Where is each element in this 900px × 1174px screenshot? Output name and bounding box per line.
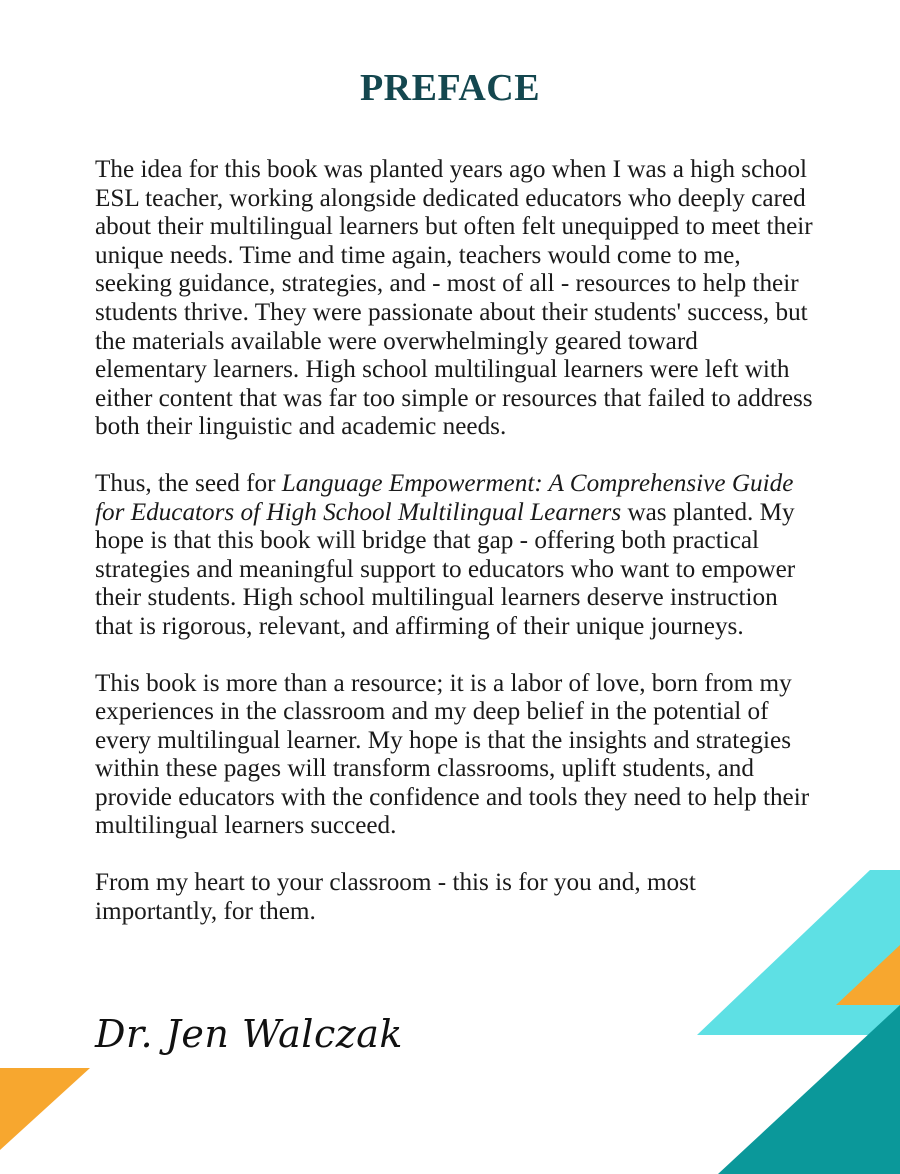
orange-triangle-left	[0, 1068, 90, 1150]
book-title: Language Empowerment: A Comprehensive Guide for Educators of High School Multilingual Learners	[95, 469, 794, 526]
paragraph-2-rest: was planted. My hope is that this book will bridge that gap - offering both practical strategies and meaningful support to educators who want to empower their students. High school multilingual learners deserve instruction that is rigorous, relevant, and affirming of their unique journeys.	[95, 498, 796, 640]
page-title: PREFACE	[359, 67, 541, 109]
paragraph-2-lead: Thus, the seed for	[95, 469, 282, 497]
paragraph-4: From my heart to your classroom - this is for you and, most importantly, for them.	[95, 869, 696, 925]
paragraph-3: This book is more than a resource; it is a labor of love, born from my experiences in the classroom and my deep belief in the potential of every multilingual learner. My hope is that the insights and strategies within these pages will transform classrooms, uplift students, and provide educators with the confidence and tools they need to help their multilingual learners succeed.	[95, 669, 810, 840]
cyan-triangle	[697, 870, 900, 1035]
paragraph-1: The idea for this book was planted years ago when I was a high school ESL teacher, working alongside dedicated educators who deeply cared about their multilingual learners but often felt unequipped to meet their unique needs. Time and time again, teachers would come to me, seeking guidance, strategies, and - most of all - resources to help their students thrive. They were passionate about their students' success, but the materials available were overwhelmingly geared toward elementary learners. High school multilingual learners were left with either content that was far too simple or resources that failed to address both their linguistic and academic needs.	[95, 156, 813, 441]
author-signature: Dr. Jen Walczak	[95, 1012, 403, 1056]
